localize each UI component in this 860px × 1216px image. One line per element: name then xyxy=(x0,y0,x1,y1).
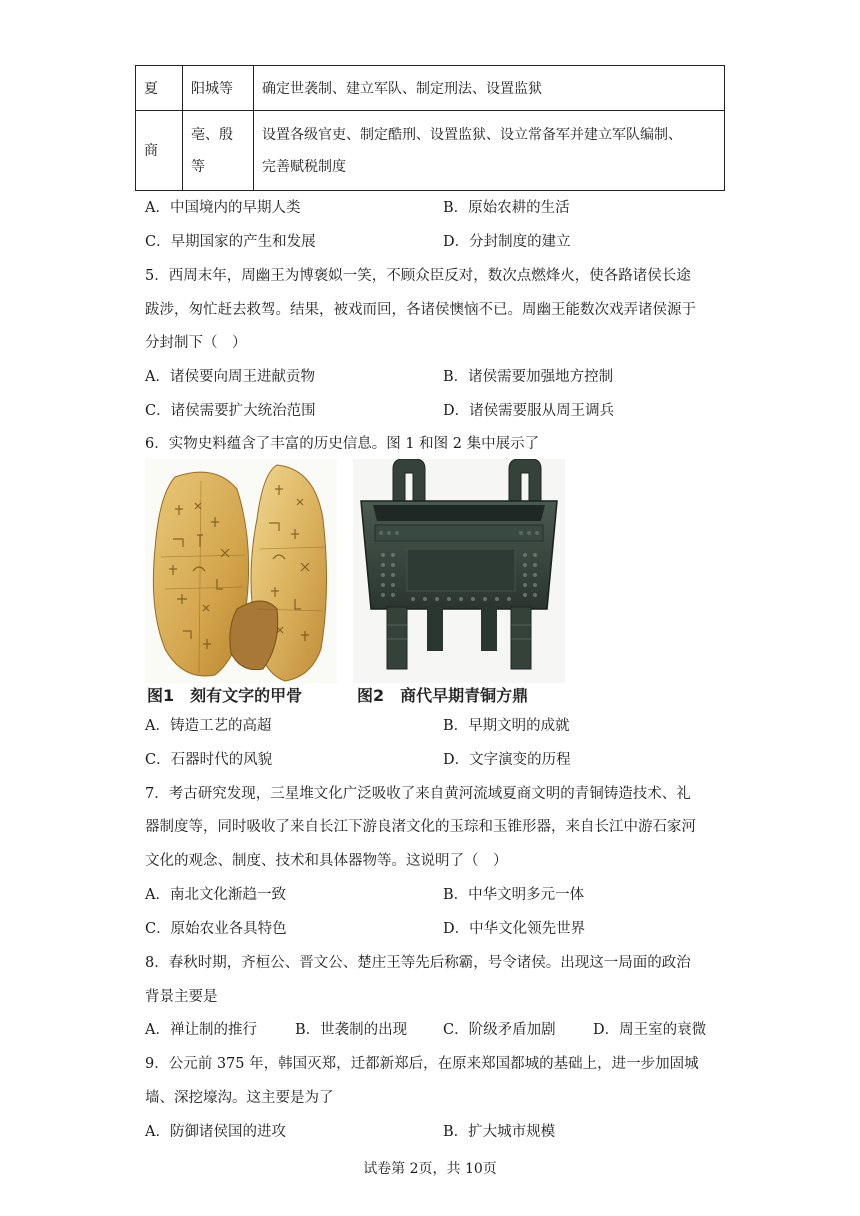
q6-stem: 6．实物史料蕴含了丰富的历史信息。图 1 和图 2 集中展示了 xyxy=(145,436,540,452)
q4-option-a[interactable]: A．中国境内的早期人类 xyxy=(145,200,301,216)
bronze-ding-image xyxy=(353,459,565,683)
q5-stem-line: 5．西周末年，周幽王为博褒姒一笑，不顾众臣反对，数次点燃烽火，使各路诸侯长途 xyxy=(145,268,691,284)
dynasty-cell: 商 xyxy=(136,111,183,191)
measures-line: 设置各级官吏、制定酷刑、设置监狱、设立常备军并建立军队编制、 xyxy=(262,126,682,143)
figure-2-caption: 图2 商代早期青铜方鼎 xyxy=(357,686,529,705)
q7-option-a[interactable]: A．南北文化渐趋一致 xyxy=(145,887,286,903)
q6-option-d[interactable]: D．文字演变的历程 xyxy=(443,752,571,768)
table-row xyxy=(136,66,725,111)
q7-option-b[interactable]: B．中华文明多元一体 xyxy=(443,887,585,903)
q9-stem-line: 墙、深挖壕沟。这主要是为了 xyxy=(145,1090,334,1106)
oracle-bone-image xyxy=(145,459,337,683)
q5-stem-line: 跋涉，匆忙赶去救驾。结果，被戏而回，各诸侯懊恼不已。周幽王能数次戏弄诸侯源于 xyxy=(145,302,696,318)
q5-option-d[interactable]: D．诸侯需要服从周王调兵 xyxy=(443,403,615,419)
q5-option-c[interactable]: C．诸侯需要扩大统治范围 xyxy=(145,403,316,419)
q8-option-d[interactable]: D．周王室的衰微 xyxy=(593,1022,707,1038)
q7-option-d[interactable]: D．中华文化领先世界 xyxy=(443,921,586,937)
q8-stem-line: 8．春秋时期，齐桓公、晋文公、楚庄王等先后称霸，号令诸侯。出现这一局面的政治 xyxy=(145,955,691,971)
table-row xyxy=(136,111,725,191)
q9-stem-line: 9．公元前 375 年，韩国灭郑，迁都新郑后，在原来郑国都城的基础上，进一步加固城 xyxy=(145,1056,699,1072)
q8-option-b[interactable]: B．世袭制的出现 xyxy=(295,1022,408,1038)
measures-cell: 确定世袭制、建立军队、制定刑法、设置监狱 xyxy=(254,66,725,111)
q6-option-b[interactable]: B．早期文明的成就 xyxy=(443,718,570,734)
q5-option-b[interactable]: B．诸侯需要加强地方控制 xyxy=(443,369,614,385)
dynasty-table xyxy=(135,65,725,191)
q6-figures xyxy=(145,459,565,711)
q4-option-d[interactable]: D．分封制度的建立 xyxy=(443,234,571,250)
q8-stem-line: 背景主要是 xyxy=(145,989,218,1005)
q8-option-c[interactable]: C．阶级矛盾加剧 xyxy=(443,1022,556,1038)
q9-option-a[interactable]: A．防御诸侯国的进攻 xyxy=(145,1124,286,1140)
q4-option-b[interactable]: B．原始农耕的生活 xyxy=(443,200,570,216)
q6-option-a[interactable]: A．铸造工艺的高超 xyxy=(145,718,272,734)
q7-stem-line: 器制度等，同时吸收了来自长江下游良渚文化的玉琮和玉锥形器，来自长江中游石家河 xyxy=(145,819,696,835)
q7-stem-line: 文化的观念、制度、技术和具体器物等。这说明了（ ） xyxy=(145,853,508,869)
q8-option-a[interactable]: A．禅让制的推行 xyxy=(145,1022,257,1038)
measures-cell xyxy=(254,111,725,191)
q7-stem-line: 7．考古研究发现，三星堆文化广泛吸收了来自黄河流域夏商文明的青铜铸造技术、礼 xyxy=(145,786,691,802)
capital-cell: 亳、殷等 xyxy=(183,111,254,191)
q7-option-c[interactable]: C．原始农业各具特色 xyxy=(145,921,287,937)
page-footer: 试卷第 2页，共 10页 xyxy=(363,1161,497,1177)
capital-cell: 阳城等 xyxy=(183,66,254,111)
dynasty-cell: 夏 xyxy=(136,66,183,111)
q4-option-c[interactable]: C．早期国家的产生和发展 xyxy=(145,234,316,250)
q6-option-c[interactable]: C．石器时代的风貌 xyxy=(145,752,273,768)
q9-option-b[interactable]: B．扩大城市规模 xyxy=(443,1124,556,1140)
q5-stem-line: 分封制下（ ） xyxy=(145,335,247,351)
measures-line: 完善赋税制度 xyxy=(262,158,346,175)
q5-option-a[interactable]: A．诸侯要向周王进献贡物 xyxy=(145,369,315,385)
figure-1-caption: 图1 刻有文字的甲骨 xyxy=(147,686,303,705)
